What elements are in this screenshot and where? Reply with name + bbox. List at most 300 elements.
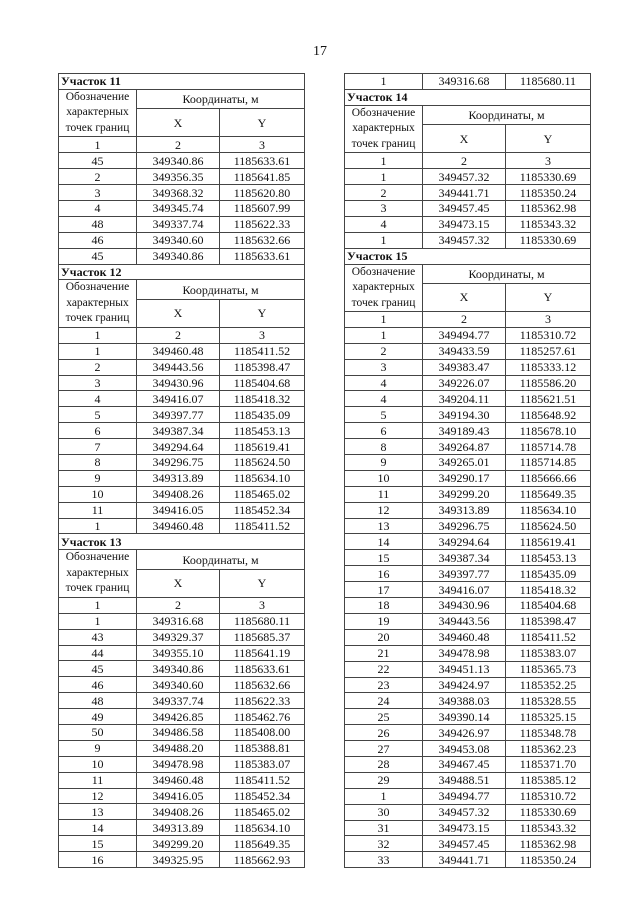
table-row — [345, 518, 591, 534]
table-row — [59, 709, 305, 725]
column-number-row — [59, 327, 305, 343]
table-row — [59, 661, 305, 677]
column-number: 2 — [423, 312, 506, 328]
point-id: 32 — [345, 836, 423, 852]
y-coordinate: 1185350.24 — [506, 185, 591, 201]
x-coordinate: 349299.20 — [137, 836, 220, 852]
table-row — [345, 709, 591, 725]
section-title-row — [59, 534, 305, 550]
y-coordinate: 1185641.85 — [220, 169, 305, 185]
point-id: 3 — [59, 185, 137, 201]
table-row — [345, 645, 591, 661]
table-row — [59, 788, 305, 804]
point-id: 30 — [345, 804, 423, 820]
y-coordinate: 1185685.37 — [220, 629, 305, 645]
x-coordinate: 349325.95 — [137, 852, 220, 868]
coordinates-header: Координаты, м — [137, 550, 305, 569]
x-coordinate: 349299.20 — [423, 486, 506, 502]
y-coordinate: 1185362.98 — [506, 200, 591, 216]
x-coordinate: 349457.32 — [423, 232, 506, 248]
x-coordinate: 349204.11 — [423, 391, 506, 407]
x-header: X — [137, 109, 220, 137]
table-row — [345, 407, 591, 423]
table-row — [345, 820, 591, 836]
table-row — [345, 327, 591, 343]
point-id: 22 — [345, 661, 423, 677]
column-number: 3 — [220, 137, 305, 153]
point-id: 7 — [59, 439, 137, 455]
table-row — [59, 772, 305, 788]
table-row — [59, 740, 305, 756]
table-row — [59, 725, 305, 741]
table-row — [59, 343, 305, 359]
table-row — [345, 613, 591, 629]
y-coordinate: 1185619.41 — [506, 534, 591, 550]
y-coordinate: 1185680.11 — [506, 74, 591, 90]
table-row — [345, 550, 591, 566]
table-row — [345, 804, 591, 820]
y-coordinate: 1185633.61 — [220, 153, 305, 169]
point-id: 28 — [345, 756, 423, 772]
x-coordinate: 349416.07 — [423, 582, 506, 598]
y-coordinate: 1185453.13 — [220, 423, 305, 439]
point-id: 12 — [345, 502, 423, 518]
y-coordinate: 1185634.10 — [220, 470, 305, 486]
point-id: 6 — [59, 423, 137, 439]
designation-header: Обозначение характерных точек границ — [59, 280, 137, 328]
point-id: 4 — [345, 391, 423, 407]
section-title-row — [59, 264, 305, 280]
point-id: 1 — [345, 788, 423, 804]
coordinates-header: Координаты, м — [137, 280, 305, 299]
x-coordinate: 349296.75 — [137, 455, 220, 471]
y-coordinate: 1185680.11 — [220, 613, 305, 629]
table-row — [345, 455, 591, 471]
x-coordinate: 349451.13 — [423, 661, 506, 677]
y-coordinate: 1185624.50 — [220, 455, 305, 471]
table-row — [345, 185, 591, 201]
table-row — [345, 375, 591, 391]
coordinates-header: Координаты, м — [137, 89, 305, 108]
section-title: Участок 15 — [345, 248, 591, 264]
table-row — [59, 486, 305, 502]
point-id: 9 — [345, 455, 423, 471]
table-row — [59, 645, 305, 661]
x-coordinate: 349457.32 — [423, 169, 506, 185]
table-row — [345, 439, 591, 455]
y-coordinate: 1185435.09 — [506, 566, 591, 582]
table-row — [345, 677, 591, 693]
x-coordinate: 349416.05 — [137, 788, 220, 804]
y-coordinate: 1185632.66 — [220, 232, 305, 248]
point-id: 13 — [345, 518, 423, 534]
point-id: 16 — [345, 566, 423, 582]
column-number-row — [345, 153, 591, 169]
y-coordinate: 1185350.24 — [506, 852, 591, 868]
point-id: 11 — [59, 502, 137, 518]
y-coordinate: 1185348.78 — [506, 725, 591, 741]
table-row — [59, 391, 305, 407]
table-row — [59, 216, 305, 232]
table-row — [59, 693, 305, 709]
point-id: 9 — [59, 470, 137, 486]
point-id: 8 — [59, 455, 137, 471]
table-row — [345, 756, 591, 772]
x-coordinate: 349443.56 — [423, 613, 506, 629]
point-id: 1 — [59, 343, 137, 359]
y-coordinate: 1185343.32 — [506, 820, 591, 836]
point-id: 1 — [345, 327, 423, 343]
x-coordinate: 349408.26 — [137, 804, 220, 820]
table-row — [345, 788, 591, 804]
table-row — [59, 613, 305, 629]
y-coordinate: 1185648.92 — [506, 407, 591, 423]
x-coordinate: 349264.87 — [423, 439, 506, 455]
x-coordinate: 349340.60 — [137, 677, 220, 693]
table-row — [59, 375, 305, 391]
table-row — [59, 502, 305, 518]
table-row — [345, 391, 591, 407]
point-id: 1 — [59, 518, 137, 534]
x-coordinate: 349340.86 — [137, 661, 220, 677]
y-coordinate: 1185666.66 — [506, 470, 591, 486]
y-coordinate: 1185465.02 — [220, 804, 305, 820]
header-row — [59, 89, 305, 108]
table-row — [345, 534, 591, 550]
point-id: 27 — [345, 741, 423, 757]
table-row — [59, 804, 305, 820]
table-row — [59, 852, 305, 868]
table-row — [345, 502, 591, 518]
column-number: 2 — [137, 327, 220, 343]
x-coordinate: 349368.32 — [137, 185, 220, 201]
point-id: 5 — [345, 407, 423, 423]
x-coordinate: 349265.01 — [423, 455, 506, 471]
point-id: 4 — [59, 200, 137, 216]
table-row — [59, 153, 305, 169]
column-number-row — [59, 137, 305, 153]
point-id: 20 — [345, 629, 423, 645]
x-coordinate: 349426.85 — [137, 709, 220, 725]
table-row — [59, 439, 305, 455]
y-coordinate: 1185362.98 — [506, 836, 591, 852]
x-coordinate: 349457.32 — [423, 804, 506, 820]
y-coordinate: 1185624.50 — [506, 518, 591, 534]
table-row — [345, 629, 591, 645]
y-coordinate: 1185404.68 — [220, 375, 305, 391]
y-coordinate: 1185649.35 — [506, 486, 591, 502]
x-coordinate: 349340.60 — [137, 232, 220, 248]
y-coordinate: 1185418.32 — [506, 582, 591, 598]
y-header: Y — [220, 569, 305, 597]
point-id: 29 — [345, 772, 423, 788]
table-row — [345, 216, 591, 232]
x-coordinate: 349467.45 — [423, 756, 506, 772]
y-coordinate: 1185411.52 — [220, 343, 305, 359]
x-coordinate: 349441.71 — [423, 185, 506, 201]
x-coordinate: 349430.96 — [137, 375, 220, 391]
y-header: Y — [506, 125, 591, 153]
x-coordinate: 349443.56 — [137, 359, 220, 375]
y-coordinate: 1185634.10 — [506, 502, 591, 518]
designation-header: Обозначение характерных точек границ — [59, 550, 137, 598]
header-row — [59, 550, 305, 569]
y-coordinate: 1185641.19 — [220, 645, 305, 661]
y-coordinate: 1185714.78 — [506, 439, 591, 455]
point-id: 16 — [59, 852, 137, 868]
x-coordinate: 349313.89 — [423, 502, 506, 518]
table-row — [345, 359, 591, 375]
point-id: 15 — [59, 836, 137, 852]
y-coordinate: 1185365.73 — [506, 661, 591, 677]
y-header: Y — [220, 109, 305, 137]
x-coordinate: 349345.74 — [137, 200, 220, 216]
y-coordinate: 1185411.52 — [220, 518, 305, 534]
y-coordinate: 1185452.34 — [220, 788, 305, 804]
section-title: Участок 11 — [59, 74, 305, 90]
point-id: 4 — [59, 391, 137, 407]
coordinates-table-left — [58, 73, 305, 868]
y-coordinate: 1185371.70 — [506, 756, 591, 772]
y-coordinate: 1185586.20 — [506, 375, 591, 391]
y-coordinate: 1185330.69 — [506, 232, 591, 248]
header-row — [59, 280, 305, 299]
y-coordinate: 1185662.93 — [220, 852, 305, 868]
point-id: 23 — [345, 677, 423, 693]
point-id: 1 — [59, 613, 137, 629]
x-coordinate: 349473.15 — [423, 820, 506, 836]
point-id: 48 — [59, 693, 137, 709]
column-number-row — [59, 597, 305, 613]
x-coordinate: 349294.64 — [137, 439, 220, 455]
point-id: 4 — [345, 375, 423, 391]
point-id: 13 — [59, 804, 137, 820]
table-row — [345, 470, 591, 486]
point-id: 5 — [59, 407, 137, 423]
designation-header: Обозначение характерных точек границ — [345, 105, 423, 153]
table-row — [59, 518, 305, 534]
y-coordinate: 1185622.33 — [220, 693, 305, 709]
y-coordinate: 1185398.47 — [220, 359, 305, 375]
point-id: 25 — [345, 709, 423, 725]
y-coordinate: 1185453.13 — [506, 550, 591, 566]
y-coordinate: 1185404.68 — [506, 598, 591, 614]
table-row — [345, 772, 591, 788]
point-id: 3 — [345, 200, 423, 216]
table-row — [345, 598, 591, 614]
point-id: 45 — [59, 248, 137, 264]
x-coordinate: 349337.74 — [137, 693, 220, 709]
x-coordinate: 349296.75 — [423, 518, 506, 534]
table-row — [59, 200, 305, 216]
y-coordinate: 1185310.72 — [506, 788, 591, 804]
section-title-row — [59, 74, 305, 90]
x-coordinate: 349460.48 — [137, 772, 220, 788]
x-coordinate: 349478.98 — [137, 756, 220, 772]
point-id: 31 — [345, 820, 423, 836]
x-coordinate: 349316.68 — [423, 74, 506, 90]
point-id: 10 — [59, 756, 137, 772]
table-row — [345, 232, 591, 248]
column-number: 1 — [59, 137, 137, 153]
y-coordinate: 1185649.35 — [220, 836, 305, 852]
point-id: 11 — [345, 486, 423, 502]
table-row — [345, 486, 591, 502]
column-number: 3 — [220, 327, 305, 343]
table-row — [59, 470, 305, 486]
column-number: 3 — [506, 312, 591, 328]
point-id: 10 — [59, 486, 137, 502]
y-coordinate: 1185452.34 — [220, 502, 305, 518]
x-coordinate: 349416.07 — [137, 391, 220, 407]
column-number: 1 — [59, 327, 137, 343]
y-coordinate: 1185462.76 — [220, 709, 305, 725]
y-coordinate: 1185388.81 — [220, 740, 305, 756]
right-column — [344, 73, 590, 868]
y-coordinate: 1185678.10 — [506, 423, 591, 439]
x-coordinate: 349189.43 — [423, 423, 506, 439]
point-id: 17 — [345, 582, 423, 598]
x-header: X — [423, 125, 506, 153]
left-column — [58, 73, 304, 868]
x-coordinate: 349457.45 — [423, 200, 506, 216]
x-coordinate: 349488.20 — [137, 740, 220, 756]
x-coordinate: 349387.34 — [423, 550, 506, 566]
section-title: Участок 13 — [59, 534, 305, 550]
y-coordinate: 1185383.07 — [220, 756, 305, 772]
x-coordinate: 349433.59 — [423, 343, 506, 359]
table-row — [345, 693, 591, 709]
column-number: 2 — [137, 597, 220, 613]
table-row — [59, 407, 305, 423]
x-header: X — [423, 283, 506, 311]
x-coordinate: 349340.86 — [137, 248, 220, 264]
x-coordinate: 349460.48 — [423, 629, 506, 645]
point-id: 45 — [59, 661, 137, 677]
column-number-row — [345, 312, 591, 328]
x-coordinate: 349356.35 — [137, 169, 220, 185]
table-row — [345, 741, 591, 757]
point-id: 3 — [59, 375, 137, 391]
x-coordinate: 349457.45 — [423, 836, 506, 852]
table-row — [59, 455, 305, 471]
y-coordinate: 1185622.33 — [220, 216, 305, 232]
point-id: 12 — [59, 788, 137, 804]
x-header: X — [137, 299, 220, 327]
point-id: 10 — [345, 470, 423, 486]
x-header: X — [137, 569, 220, 597]
x-coordinate: 349460.48 — [137, 343, 220, 359]
x-coordinate: 349316.68 — [137, 613, 220, 629]
y-coordinate: 1185633.61 — [220, 248, 305, 264]
x-coordinate: 349194.30 — [423, 407, 506, 423]
y-coordinate: 1185408.00 — [220, 725, 305, 741]
table-row — [59, 169, 305, 185]
y-coordinate: 1185418.32 — [220, 391, 305, 407]
point-id: 2 — [59, 169, 137, 185]
point-id: 15 — [345, 550, 423, 566]
point-id: 43 — [59, 629, 137, 645]
y-coordinate: 1185310.72 — [506, 327, 591, 343]
y-coordinate: 1185620.80 — [220, 185, 305, 201]
x-coordinate: 349383.47 — [423, 359, 506, 375]
point-id: 26 — [345, 725, 423, 741]
y-coordinate: 1185330.69 — [506, 169, 591, 185]
y-coordinate: 1185714.85 — [506, 455, 591, 471]
y-coordinate: 1185352.25 — [506, 677, 591, 693]
y-coordinate: 1185398.47 — [506, 613, 591, 629]
column-number: 1 — [345, 312, 423, 328]
point-id: 14 — [345, 534, 423, 550]
point-id: 2 — [59, 359, 137, 375]
y-coordinate: 1185325.15 — [506, 709, 591, 725]
section-title-row — [345, 248, 591, 264]
coordinates-table-right — [344, 73, 591, 868]
point-id: 11 — [59, 772, 137, 788]
section-title: Участок 14 — [345, 89, 591, 105]
column-number: 2 — [423, 153, 506, 169]
table-row — [59, 248, 305, 264]
y-coordinate: 1185328.55 — [506, 693, 591, 709]
table-row — [345, 423, 591, 439]
table-row — [345, 661, 591, 677]
y-coordinate: 1185385.12 — [506, 772, 591, 788]
y-coordinate: 1185330.69 — [506, 804, 591, 820]
table-row — [345, 725, 591, 741]
point-id: 14 — [59, 820, 137, 836]
header-row — [345, 264, 591, 283]
y-coordinate: 1185343.32 — [506, 216, 591, 232]
point-id: 1 — [345, 74, 423, 90]
column-number: 3 — [220, 597, 305, 613]
table-row — [345, 582, 591, 598]
x-coordinate: 349337.74 — [137, 216, 220, 232]
y-coordinate: 1185435.09 — [220, 407, 305, 423]
x-coordinate: 349486.58 — [137, 725, 220, 741]
y-coordinate: 1185465.02 — [220, 486, 305, 502]
column-number: 1 — [345, 153, 423, 169]
point-id: 18 — [345, 598, 423, 614]
y-coordinate: 1185362.23 — [506, 741, 591, 757]
x-coordinate: 349387.34 — [137, 423, 220, 439]
table-row — [345, 343, 591, 359]
y-header: Y — [220, 299, 305, 327]
point-id: 8 — [345, 439, 423, 455]
table-row — [59, 629, 305, 645]
y-coordinate: 1185619.41 — [220, 439, 305, 455]
table-row — [59, 232, 305, 248]
point-id: 48 — [59, 216, 137, 232]
table-row — [345, 566, 591, 582]
x-coordinate: 349340.86 — [137, 153, 220, 169]
point-id: 19 — [345, 613, 423, 629]
column-number: 3 — [506, 153, 591, 169]
x-coordinate: 349388.03 — [423, 693, 506, 709]
table-row — [345, 836, 591, 852]
y-coordinate: 1185633.61 — [220, 661, 305, 677]
x-coordinate: 349460.48 — [137, 518, 220, 534]
point-id: 50 — [59, 725, 137, 741]
x-coordinate: 349329.37 — [137, 629, 220, 645]
y-coordinate: 1185607.99 — [220, 200, 305, 216]
x-coordinate: 349290.17 — [423, 470, 506, 486]
x-coordinate: 349488.51 — [423, 772, 506, 788]
coordinates-header: Координаты, м — [423, 105, 591, 124]
x-coordinate: 349473.15 — [423, 216, 506, 232]
point-id: 45 — [59, 153, 137, 169]
point-id: 1 — [345, 232, 423, 248]
x-coordinate: 349424.97 — [423, 677, 506, 693]
